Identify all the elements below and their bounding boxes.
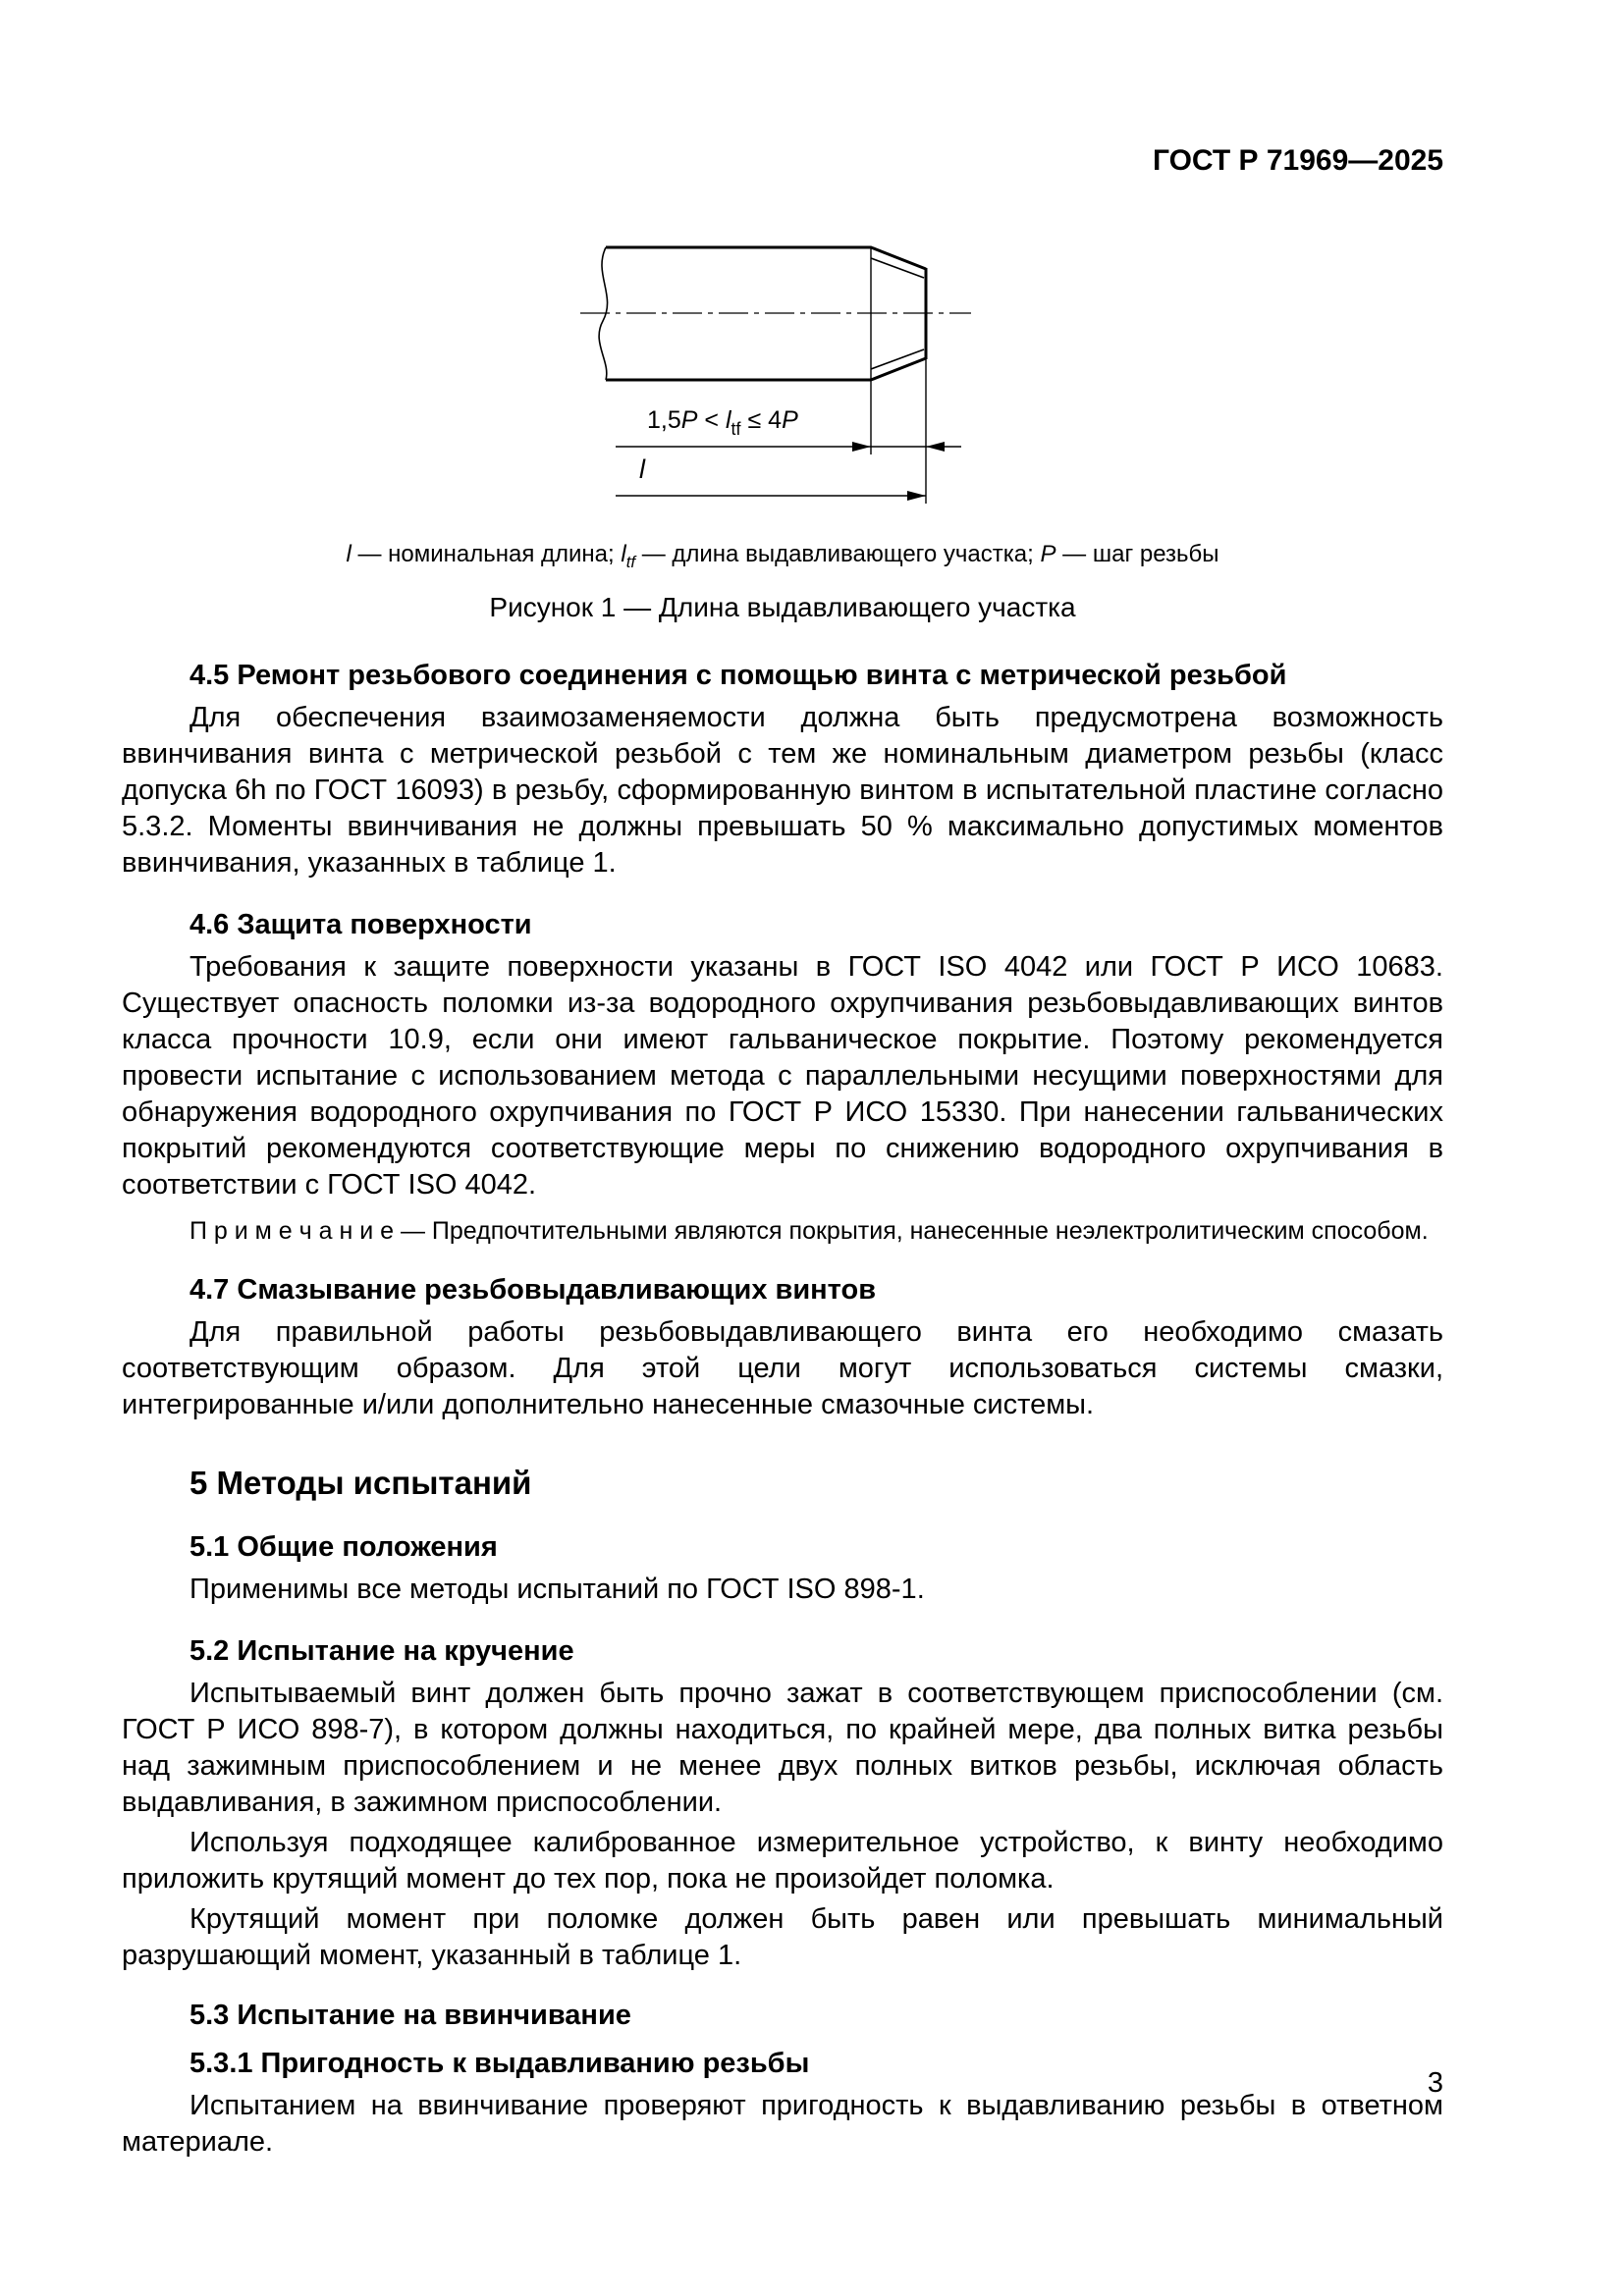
dim-label-ltf: $1,5P < l_{tf} \le 4P$	[647, 406, 798, 439]
page-number: 3	[1427, 2067, 1443, 2099]
figure-1	[122, 233, 1443, 624]
legend-text-1: — номинальная длина;	[351, 541, 622, 567]
legend-var-p: P	[1040, 541, 1056, 567]
heading-4-6: 4.6 Защита поверхности	[189, 908, 532, 940]
dim-label-l: l	[639, 454, 645, 484]
shaft-outline-bottom	[606, 358, 926, 380]
paragraph-5-2-3: Крутящий момент при поломке должен быть равен или превышать минимальный разрушающий момент, указанный в таблице 1.	[122, 1902, 1443, 1971]
paragraph-4-5: Для обеспечения взаимозаменяемости должна быть предусмотрена возможность ввинчивания винта с метрической резьбой с тем же номинальным диаметром резьбы (класс допуска 6h по ГОСТ 16093) в резьбу, сформированную винтом в испытательной пластине согласно 5.3.2. Моменты ввинчивания не должны превышать 50 % максимально допустимых моментов ввинчивания, указанных в таблице 1.	[122, 701, 1443, 879]
dim-arrow-ltf-left	[852, 442, 871, 452]
paragraph-4-6: Требования к защите поверхности указаны в ГОСТ ISO 4042 или ГОСТ Р ИСО 10683. Существует опасность поломки из-за водородного охрупчивания резьбовыдавливающих винтов класса прочности 10.9, если они имеют гальваническое покрытие. Поэтому рекомендуется провести испытание с использованием метода с параллельными несущими поверхностями для обнаружения водородного охрупчивания по ГОСТ Р ИСО 15330. При нанесении гальванических покрытий рекомендуются соответствующие меры по снижению водородного охрупчивания в соответствии с ГОСТ ISO 4042.	[122, 950, 1443, 1201]
paragraph-5-2-2: Используя подходящее калиброванное измерительное устройство, к винту необходимо приложить крутящий момент до тех пор, пока не произойдет поломка.	[122, 1826, 1443, 1895]
paragraph-4-7: Для правильной работы резьбовыдавливающего винта его необходимо смазать соответствующим образом. Для этой цели могут использоваться системы смазки, интегрированные и/или дополнительно нанесенные смазочные системы.	[122, 1315, 1443, 1420]
shaft-outline-top	[606, 247, 926, 269]
heading-5-3: 5.3 Испытание на ввинчивание	[189, 1999, 631, 2031]
figure-title: Рисунок 1 — Длина выдавливающего участка	[489, 591, 1076, 622]
paragraph-5-1: Применимы все методы испытаний по ГОСТ ISO 898-1.	[189, 1573, 925, 1605]
heading-5: 5 Методы испытаний	[189, 1464, 532, 1501]
tip-chamfer-line-top	[871, 258, 924, 278]
dim-arrow-ltf-right	[926, 442, 945, 452]
note-4-6: П р и м е ч а н и е — Предпочтительными являются покрытия, нанесенные неэлектролитическим способом.	[189, 1216, 1429, 1245]
legend-text-2: — длина выдавливающего участка;	[635, 541, 1041, 567]
figure-legend	[122, 540, 1443, 577]
document-code: ГОСТ Р 71969—2025	[1152, 144, 1443, 177]
paragraph-5-3-1: Испытанием на ввинчивание проверяют пригодность к выдавливанию резьбы в ответном материале.	[122, 2089, 1443, 2158]
heading-5-2: 5.2 Испытание на кручение	[189, 1634, 574, 1667]
heading-4-7: 4.7 Смазывание резьбовыдавливающих винтов	[189, 1273, 877, 1306]
paragraph-5-2-1: Испытываемый винт должен быть прочно зажат в соответствующем приспособлении (см. ГОСТ Р ИСО 898-7), в котором должны находиться, по крайней мере, два полных витка резьбы над зажимным приспособлением и не менее двух полных витков резьбы, исключая область выдавливания, в зажимном приспособлении.	[122, 1677, 1443, 1818]
heading-4-5: 4.5 Ремонт резьбового соединения с помощью винта с метрической резьбой	[189, 659, 1287, 691]
dim-arrow-l	[907, 491, 926, 501]
thread-forming-screw-drawing	[576, 233, 989, 517]
heading-5-1: 5.1 Общие положения	[189, 1530, 498, 1563]
legend-var-ltf: $l_{tf}$	[621, 541, 636, 571]
legend-text-3: — шаг резьбы	[1056, 541, 1219, 567]
heading-5-3-1: 5.3.1 Пригодность к выдавливанию резьбы	[189, 2047, 810, 2079]
legend-var-l: l	[346, 541, 352, 567]
tip-chamfer-line-bottom	[871, 349, 924, 369]
